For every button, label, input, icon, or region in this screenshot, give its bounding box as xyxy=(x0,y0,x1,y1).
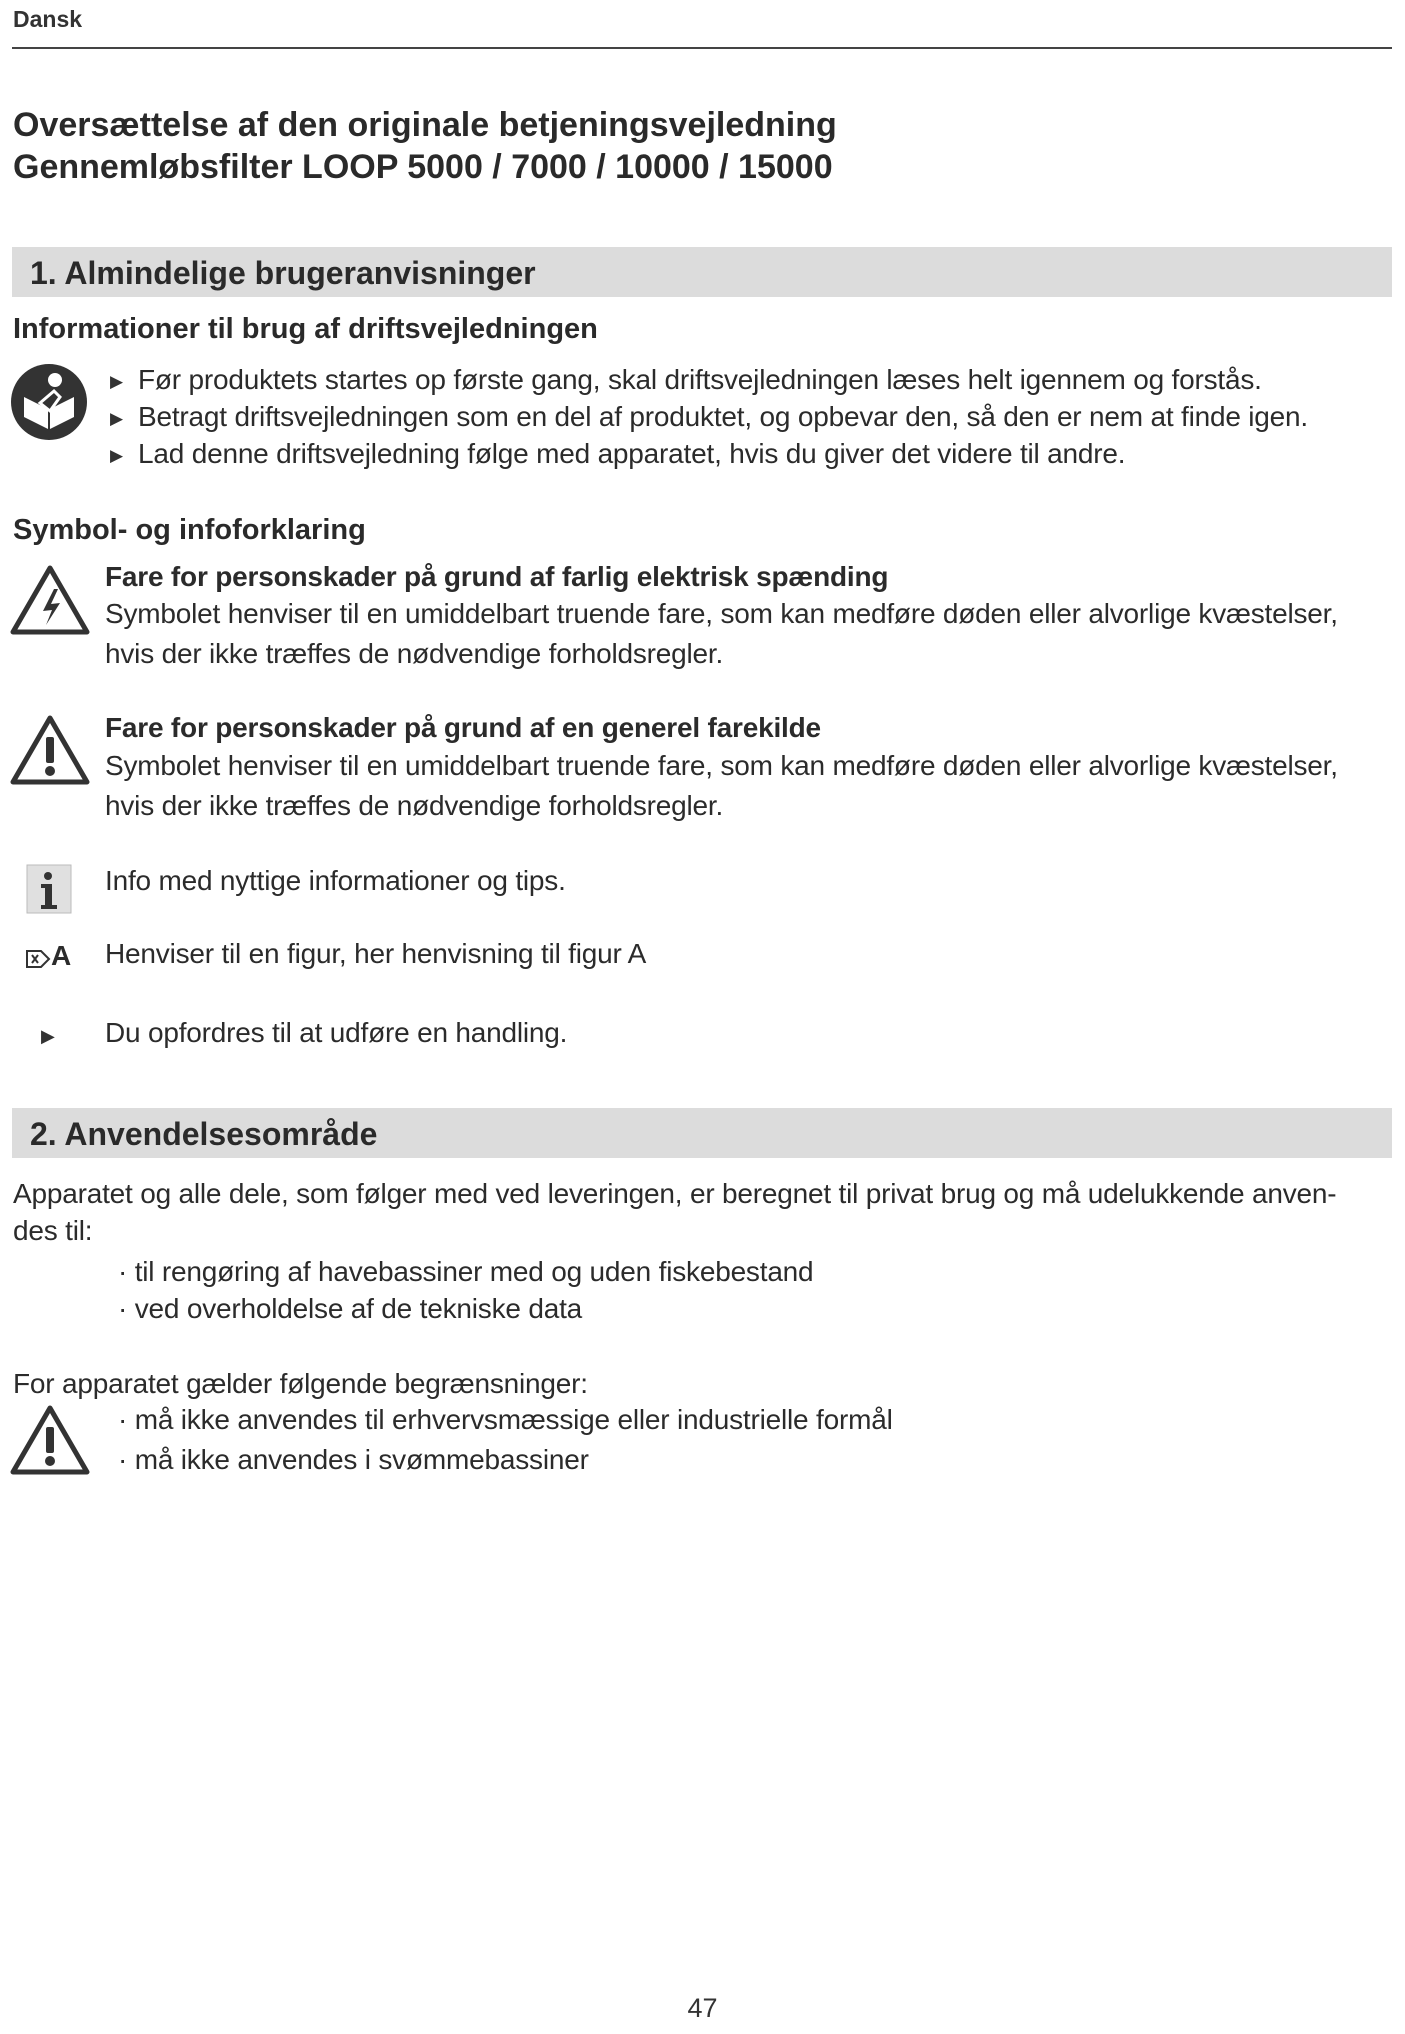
info-bullet-1: Før produktets startes op første gang, skal driftsvejledningen læses helt igennem og forstås. xyxy=(138,364,1262,395)
general-hazard-desc-line2: hvis der ikke træffes de nødvendige forholdsregler. xyxy=(105,790,724,821)
section-2-heading-bar xyxy=(12,1108,1392,1158)
document-title-line2: Gennemløbsfilter LOOP 5000 / 7000 / 10000 / 15000 xyxy=(13,148,833,186)
header-divider xyxy=(12,47,1392,49)
symbol-subheading: Symbol- og infoforklaring xyxy=(13,514,366,546)
general-hazard-icon xyxy=(10,715,90,790)
info-icon xyxy=(26,864,72,919)
info-bullet-3: Lad denne driftsvejledning følge med apparatet, hvis du giver det videre til andre. xyxy=(138,438,1126,469)
document-title-line1: Oversættelse af den originale betjeningsvejledning xyxy=(13,106,837,144)
figure-reference-description: Henviser til en figur, her henvisning til figur A xyxy=(105,938,647,969)
figure-reference-letter: A xyxy=(51,940,72,971)
section-2-heading: 2. Anvendelsesområde xyxy=(30,1116,378,1152)
action-description: Du opfordres til at udføre en handling. xyxy=(105,1017,568,1048)
restriction-item-2: · må ikke anvendes i svømmebassiner xyxy=(118,1444,589,1475)
restrictions-heading: For apparatet gælder følgende begrænsninger: xyxy=(13,1368,588,1399)
electric-hazard-icon xyxy=(10,565,90,640)
restriction-item-1: · må ikke anvendes til erhvervsmæssige eller industrielle formål xyxy=(118,1404,893,1435)
warning-icon xyxy=(10,1405,90,1480)
electric-hazard-desc-line2: hvis der ikke træffes de nødvendige forholdsregler. xyxy=(105,638,724,669)
usage-item-2: · ved overholdelse af de tekniske data xyxy=(118,1293,583,1324)
general-hazard-desc-line1: Symbolet henviser til en umiddelbart truende fare, som kan medføre døden eller alvorlige kvæstelser, xyxy=(105,750,1338,781)
document-language: Dansk xyxy=(13,6,83,32)
usage-item-1: · til rengøring af havebassiner med og uden fiskebestand xyxy=(118,1256,814,1287)
usage-intro-line1: Apparatet og alle dele, som følger med ved leveringen, er beregnet til privat brug og må udelukkende anven- xyxy=(13,1178,1337,1209)
electric-hazard-desc-line1: Symbolet henviser til en umiddelbart truende fare, som kan medføre døden eller alvorlige kvæstelser, xyxy=(105,598,1338,629)
info-subheading: Informationer til brug af driftsvejledningen xyxy=(13,313,598,345)
figure-reference-icon xyxy=(25,948,51,975)
bullet-marker: ▶ xyxy=(110,372,124,391)
section-1-heading-bar xyxy=(12,247,1392,297)
section-1-heading: 1. Almindelige brugeranvisninger xyxy=(30,255,536,291)
bullet-marker: ▶ xyxy=(110,446,124,465)
action-arrow-icon: ▶ xyxy=(41,1026,55,1046)
usage-intro-line2: des til: xyxy=(13,1215,93,1246)
page-number: 47 xyxy=(687,1993,718,2023)
general-hazard-title: Fare for personskader på grund af en generel farekilde xyxy=(105,712,821,743)
bullet-marker: ▶ xyxy=(110,409,124,428)
info-description: Info med nyttige informationer og tips. xyxy=(105,865,566,896)
read-manual-icon xyxy=(10,363,88,446)
electric-hazard-title: Fare for personskader på grund af farlig elektrisk spænding xyxy=(105,561,889,592)
info-bullet-2: Betragt driftsvejledningen som en del af produktet, og opbevar den, så den er nem at finde igen. xyxy=(138,401,1309,432)
